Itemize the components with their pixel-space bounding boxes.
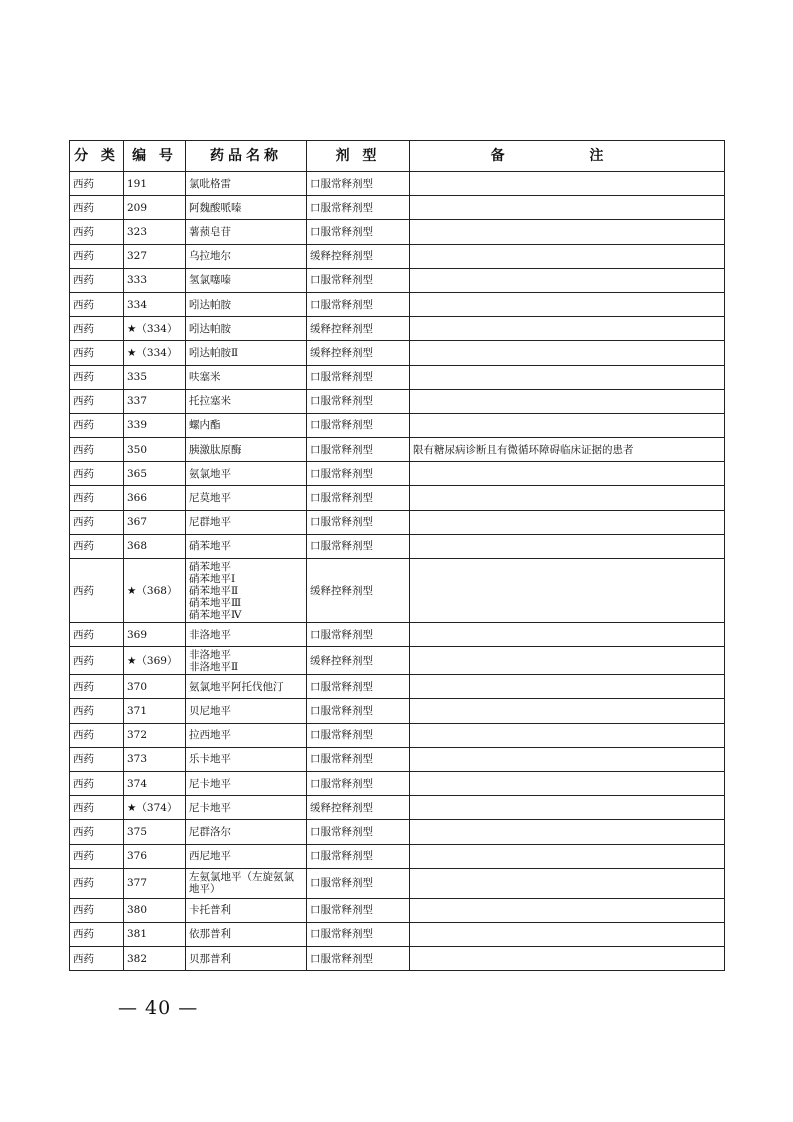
table-row <box>70 317 725 341</box>
cell-drug-name <box>186 868 307 898</box>
cell-category: 西药 <box>70 365 124 389</box>
table-row <box>70 820 725 844</box>
table-row <box>70 220 725 244</box>
cell-category: 西药 <box>70 172 124 196</box>
cell-drug-name <box>186 534 307 558</box>
cell-number: 380 <box>124 898 186 922</box>
cell-remark <box>410 172 725 196</box>
cell-remark <box>410 510 725 534</box>
cell-remark <box>410 898 725 922</box>
cell-category: 西药 <box>70 389 124 413</box>
cell-number: 371 <box>124 699 186 723</box>
cell-number: ★（374） <box>124 796 186 820</box>
cell-remark <box>410 196 725 220</box>
cell-dosage-form: 口服常释剂型 <box>307 844 410 868</box>
cell-drug-name <box>186 220 307 244</box>
page-number: — 40 — <box>118 997 199 1019</box>
cell-category: 西药 <box>70 341 124 365</box>
cell-dosage-form: 口服常释剂型 <box>307 438 410 462</box>
cell-number: 374 <box>124 771 186 795</box>
cell-dosage-form: 口服常释剂型 <box>307 365 410 389</box>
cell-number: 365 <box>124 462 186 486</box>
cell-drug-name <box>186 413 307 437</box>
drug-name-line: 氢氯噻嗪 <box>189 274 231 287</box>
cell-category: 西药 <box>70 292 124 316</box>
drug-name-line: 贝那普利 <box>189 952 231 965</box>
cell-category: 西药 <box>70 510 124 534</box>
cell-dosage-form: 口服常释剂型 <box>307 820 410 844</box>
cell-category: 西药 <box>70 559 124 623</box>
cell-drug-name <box>186 898 307 922</box>
cell-dosage-form: 口服常释剂型 <box>307 699 410 723</box>
cell-drug-name <box>186 292 307 316</box>
cell-remark <box>410 292 725 316</box>
cell-dosage-form: 口服常释剂型 <box>307 413 410 437</box>
table-row <box>70 922 725 946</box>
header-number: 编 号 <box>124 141 186 172</box>
cell-number: 381 <box>124 922 186 946</box>
drug-name-line: 硝苯地平Ⅲ <box>189 596 242 609</box>
drug-name-line: 硝苯地平 <box>189 540 231 553</box>
cell-number: 367 <box>124 510 186 534</box>
table-row <box>70 389 725 413</box>
cell-dosage-form: 缓释控释剂型 <box>307 341 410 365</box>
table-row <box>70 559 725 623</box>
table-row <box>70 699 725 723</box>
cell-dosage-form: 缓释控释剂型 <box>307 244 410 268</box>
drug-name-line: 吲达帕胺 <box>189 298 231 311</box>
cell-drug-name <box>186 559 307 623</box>
cell-drug-name <box>186 389 307 413</box>
table-row <box>70 365 725 389</box>
cell-number: 368 <box>124 534 186 558</box>
table-header <box>70 141 725 172</box>
table-row <box>70 898 725 922</box>
cell-dosage-form: 口服常释剂型 <box>307 510 410 534</box>
cell-category: 西药 <box>70 196 124 220</box>
cell-number: 375 <box>124 820 186 844</box>
cell-category: 西药 <box>70 947 124 971</box>
cell-number: 327 <box>124 244 186 268</box>
table-row <box>70 244 725 268</box>
header-row <box>70 141 725 172</box>
table-row <box>70 341 725 365</box>
cell-remark <box>410 771 725 795</box>
cell-remark <box>410 820 725 844</box>
cell-category: 西药 <box>70 268 124 292</box>
cell-remark <box>410 486 725 510</box>
cell-number: 209 <box>124 196 186 220</box>
cell-dosage-form: 缓释控释剂型 <box>307 559 410 623</box>
drug-name-line: 呋塞米 <box>189 371 221 384</box>
table-row <box>70 172 725 196</box>
cell-remark <box>410 844 725 868</box>
table-row <box>70 413 725 437</box>
cell-drug-name <box>186 796 307 820</box>
cell-number: 370 <box>124 675 186 699</box>
cell-dosage-form: 口服常释剂型 <box>307 771 410 795</box>
cell-dosage-form: 口服常释剂型 <box>307 623 410 647</box>
table-row <box>70 196 725 220</box>
cell-drug-name <box>186 771 307 795</box>
drug-name-line: 氯吡格雷 <box>189 177 231 190</box>
drug-name-line: 阿魏酸哌嗪 <box>189 201 242 214</box>
cell-remark <box>410 747 725 771</box>
drug-name-line: 卡托普利 <box>189 904 231 917</box>
drug-name-line: 非洛地平 <box>189 628 231 641</box>
cell-drug-name <box>186 486 307 510</box>
cell-number: 373 <box>124 747 186 771</box>
drug-name-line: 拉西地平 <box>189 729 231 742</box>
cell-category: 西药 <box>70 922 124 946</box>
drug-name-line: 硝苯地平Ⅱ <box>189 584 239 597</box>
cell-category: 西药 <box>70 317 124 341</box>
cell-number: ★（334） <box>124 317 186 341</box>
cell-drug-name <box>186 820 307 844</box>
cell-drug-name <box>186 647 307 675</box>
cell-remark <box>410 534 725 558</box>
cell-dosage-form: 口服常释剂型 <box>307 922 410 946</box>
cell-dosage-form: 口服常释剂型 <box>307 292 410 316</box>
drug-name-line: 乌拉地尔 <box>189 250 231 263</box>
cell-remark <box>410 268 725 292</box>
cell-dosage-form: 口服常释剂型 <box>307 534 410 558</box>
drug-name-line: 胰激肽原酶 <box>189 443 242 456</box>
drug-name-line: 贝尼地平 <box>189 704 231 717</box>
table-row <box>70 844 725 868</box>
cell-number: 191 <box>124 172 186 196</box>
cell-category: 西药 <box>70 747 124 771</box>
cell-category: 西药 <box>70 486 124 510</box>
cell-drug-name <box>186 244 307 268</box>
cell-dosage-form: 口服常释剂型 <box>307 486 410 510</box>
table-row <box>70 623 725 647</box>
cell-drug-name <box>186 172 307 196</box>
table-row <box>70 462 725 486</box>
drug-name-line: 尼群地平 <box>189 516 231 529</box>
drug-name-line: 硝苯地平 <box>189 560 231 573</box>
table-row <box>70 292 725 316</box>
cell-remark <box>410 868 725 898</box>
cell-drug-name <box>186 462 307 486</box>
drug-name-line: 尼群洛尔 <box>189 825 231 838</box>
drug-name-line: 乐卡地平 <box>189 753 231 766</box>
cell-drug-name <box>186 723 307 747</box>
cell-remark <box>410 559 725 623</box>
header-category: 分 类 <box>70 141 124 172</box>
cell-remark <box>410 723 725 747</box>
cell-drug-name <box>186 268 307 292</box>
cell-drug-name <box>186 317 307 341</box>
cell-remark <box>410 317 725 341</box>
cell-remark <box>410 365 725 389</box>
cell-category: 西药 <box>70 220 124 244</box>
cell-dosage-form: 口服常释剂型 <box>307 898 410 922</box>
cell-drug-name <box>186 844 307 868</box>
table-row <box>70 438 725 462</box>
table-row <box>70 675 725 699</box>
cell-drug-name <box>186 675 307 699</box>
cell-remark <box>410 220 725 244</box>
drug-list-table <box>69 140 725 971</box>
cell-number: 366 <box>124 486 186 510</box>
cell-dosage-form: 口服常释剂型 <box>307 462 410 486</box>
cell-dosage-form: 口服常释剂型 <box>307 947 410 971</box>
cell-number: 333 <box>124 268 186 292</box>
cell-number: 369 <box>124 623 186 647</box>
cell-category: 西药 <box>70 771 124 795</box>
drug-name-line: 吲达帕胺 <box>189 322 231 335</box>
cell-category: 西药 <box>70 438 124 462</box>
cell-number: ★（334） <box>124 341 186 365</box>
cell-drug-name <box>186 510 307 534</box>
cell-drug-name <box>186 747 307 771</box>
cell-remark <box>410 413 725 437</box>
table-row <box>70 771 725 795</box>
cell-category: 西药 <box>70 796 124 820</box>
cell-dosage-form: 口服常释剂型 <box>307 220 410 244</box>
cell-category: 西药 <box>70 844 124 868</box>
drug-name-line: 尼卡地平 <box>189 801 231 814</box>
drug-name-line: 左氨氯地平（左旋氨氯地平） <box>189 871 294 896</box>
header-dosage-form: 剂 型 <box>307 141 410 172</box>
cell-remark <box>410 341 725 365</box>
cell-number: 376 <box>124 844 186 868</box>
cell-drug-name <box>186 699 307 723</box>
cell-remark <box>410 699 725 723</box>
drug-name-line: 氨氯地平 <box>189 467 231 480</box>
cell-dosage-form: 缓释控释剂型 <box>307 796 410 820</box>
cell-drug-name <box>186 922 307 946</box>
drug-name-line: 薯蓣皂苷 <box>189 225 231 238</box>
cell-drug-name <box>186 341 307 365</box>
cell-remark <box>410 647 725 675</box>
cell-drug-name <box>186 947 307 971</box>
cell-number: 339 <box>124 413 186 437</box>
drug-name-line: 西尼地平 <box>189 850 231 863</box>
table-row <box>70 723 725 747</box>
cell-dosage-form: 口服常释剂型 <box>307 268 410 292</box>
cell-dosage-form: 口服常释剂型 <box>307 172 410 196</box>
header-remark: 备 注 <box>410 141 725 172</box>
cell-dosage-form: 缓释控释剂型 <box>307 647 410 675</box>
table-row <box>70 510 725 534</box>
drug-name-line: 氨氯地平阿托伐他汀 <box>189 680 284 693</box>
cell-category: 西药 <box>70 462 124 486</box>
cell-category: 西药 <box>70 699 124 723</box>
cell-drug-name <box>186 196 307 220</box>
table-row <box>70 868 725 898</box>
cell-number: 372 <box>124 723 186 747</box>
drug-name-line: 螺内酯 <box>189 419 221 432</box>
drug-name-line: 非洛地平Ⅱ <box>189 660 239 673</box>
cell-remark <box>410 623 725 647</box>
cell-number: 382 <box>124 947 186 971</box>
drug-name-line: 尼卡地平 <box>189 777 231 790</box>
cell-dosage-form: 口服常释剂型 <box>307 675 410 699</box>
drug-name-line: 吲达帕胺Ⅱ <box>189 346 239 359</box>
drug-name-line: 硝苯地平Ⅳ <box>189 608 242 621</box>
cell-number: 377 <box>124 868 186 898</box>
cell-category: 西药 <box>70 898 124 922</box>
cell-remark <box>410 796 725 820</box>
cell-drug-name <box>186 438 307 462</box>
cell-number: 334 <box>124 292 186 316</box>
cell-dosage-form: 口服常释剂型 <box>307 723 410 747</box>
cell-category: 西药 <box>70 647 124 675</box>
cell-number: 350 <box>124 438 186 462</box>
table-row <box>70 647 725 675</box>
cell-category: 西药 <box>70 868 124 898</box>
cell-remark <box>410 244 725 268</box>
cell-remark <box>410 922 725 946</box>
header-drug-name: 药品名称 <box>186 141 307 172</box>
drug-name-line: 依那普利 <box>189 928 231 941</box>
cell-number: 337 <box>124 389 186 413</box>
cell-remark: 限有糖尿病诊断且有微循环障碍临床证据的患者 <box>410 438 725 462</box>
cell-remark <box>410 947 725 971</box>
cell-remark <box>410 675 725 699</box>
table-row <box>70 796 725 820</box>
cell-remark <box>410 462 725 486</box>
table-row <box>70 947 725 971</box>
cell-number: ★（368） <box>124 559 186 623</box>
table-body <box>70 172 725 971</box>
cell-category: 西药 <box>70 820 124 844</box>
cell-number: 323 <box>124 220 186 244</box>
cell-number: ★（369） <box>124 647 186 675</box>
cell-dosage-form: 口服常释剂型 <box>307 196 410 220</box>
cell-category: 西药 <box>70 675 124 699</box>
cell-category: 西药 <box>70 534 124 558</box>
cell-number: 335 <box>124 365 186 389</box>
drug-name-line: 硝苯地平Ⅰ <box>189 572 236 585</box>
table-row <box>70 747 725 771</box>
cell-dosage-form: 口服常释剂型 <box>307 389 410 413</box>
drug-name-line: 尼莫地平 <box>189 492 231 505</box>
table-row <box>70 486 725 510</box>
cell-dosage-form: 口服常释剂型 <box>307 868 410 898</box>
cell-category: 西药 <box>70 623 124 647</box>
cell-remark <box>410 389 725 413</box>
drug-name-line: 托拉塞米 <box>189 395 231 408</box>
cell-drug-name <box>186 365 307 389</box>
cell-dosage-form: 口服常释剂型 <box>307 747 410 771</box>
cell-dosage-form: 缓释控释剂型 <box>307 317 410 341</box>
cell-category: 西药 <box>70 244 124 268</box>
table-row <box>70 534 725 558</box>
cell-drug-name <box>186 623 307 647</box>
drug-name-line: 非洛地平 <box>189 648 231 661</box>
table-row <box>70 268 725 292</box>
cell-category: 西药 <box>70 723 124 747</box>
cell-category: 西药 <box>70 413 124 437</box>
